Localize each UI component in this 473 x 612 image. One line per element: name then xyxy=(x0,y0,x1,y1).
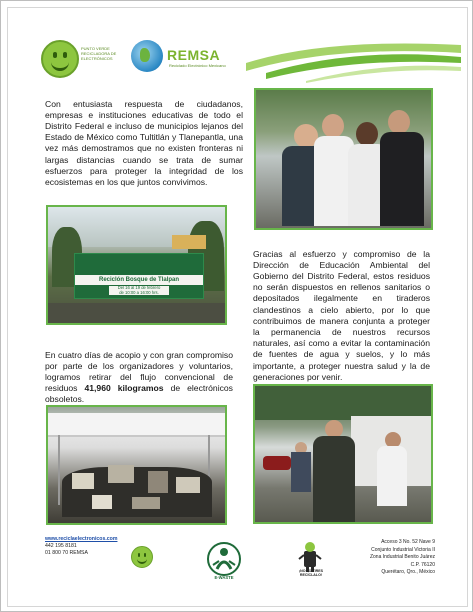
partner-logo-text: PUNTO VERDE RECICLADORA DE ELECTRÓNICOS xyxy=(81,46,117,61)
collection-amount: 41,960 kilogramos xyxy=(84,383,164,394)
photo-workers-loading xyxy=(253,384,433,524)
collection-text-end: de electrónicos obsoletos. xyxy=(45,383,233,405)
address-line: C.P. 76120 xyxy=(410,561,435,568)
recycle-mascot-icon xyxy=(297,539,323,573)
photo-event-banner xyxy=(46,205,227,325)
photo-ewaste-pile xyxy=(46,405,227,525)
banner-date xyxy=(109,286,169,295)
green-swoosh-decoration xyxy=(246,33,461,83)
banner-date-line1: Del 16 al 19 de febrero xyxy=(117,285,161,290)
recycling-figure-icon xyxy=(205,541,243,579)
address-line: Zona Industrial Benito Juárez xyxy=(369,554,435,561)
ewaste-label: E-WASTE xyxy=(214,575,234,580)
banner-date-line2: de 10:00 a 16:00 hrs. xyxy=(119,289,159,295)
brand-name: REMSA xyxy=(167,47,221,63)
event-banner xyxy=(74,253,204,299)
footer-address xyxy=(335,539,435,577)
banner-title: Reciclón Bosque de Tlalpan xyxy=(75,275,203,285)
footer-smiley-icon xyxy=(131,546,153,568)
address-line: Acceso 3 No. 52 Nave 9 xyxy=(381,539,435,545)
address-line: Conjunto Industrial Victoria II xyxy=(371,546,435,553)
tollfree-number: 01 800 70 REMSA xyxy=(45,550,88,556)
globe-icon xyxy=(131,40,163,72)
footer-contact xyxy=(45,536,117,557)
intro-paragraph: Con entusiasta respuesta de ciudadanos, empresas e instituciones educativas de todo el Distrito Federal e incluso de municipios lejanos del Estado de México como Tultitlán y Tlanepantla, una vez más demostramos que no existen fronteras ni largas distancias cuando se trata de sumar esfuerzos para proteger la integridad de los ecosistemas en los que juntos convivimos. xyxy=(45,98,243,188)
photo-group-volunteers xyxy=(254,88,433,230)
smiley-face-icon xyxy=(41,40,79,78)
collection-text-start: En cuatro días de acopio y con gran compromiso por parte de los organizadores y voluntarios, logramos retirar del flujo convencional de residuos xyxy=(45,349,233,394)
environment-paragraph: Gracias al esfuerzo y compromiso de la Dirección de Educación Ambiental del Gobierno del Distrito Federal, estos residuos no serán dispuestos en rellenos sanitarios o depositados ilegalmente en tiraderos clandestinos a cielo abierto, por lo que contribuimos de manera conjunta a proteger la permanencia de nuestros recursos naturales, así como a evitar la contaminación de fuentes de agua y suelos, y lo más importante, a proteger nuestra salud y la de generaciones por venir. xyxy=(253,248,430,382)
phone-number: 442 195 8181 xyxy=(45,543,77,549)
recycle-slogan: ¡NO LO TIRES RECÍCLALO! xyxy=(298,569,324,577)
collection-paragraph xyxy=(45,350,233,406)
website-link[interactable]: www.reciclaelectronicos.com xyxy=(45,536,118,542)
address-line: Querétaro, Qro., México xyxy=(381,569,435,576)
brand-tagline: Reciclado Electrónico Mexicano xyxy=(169,63,226,68)
